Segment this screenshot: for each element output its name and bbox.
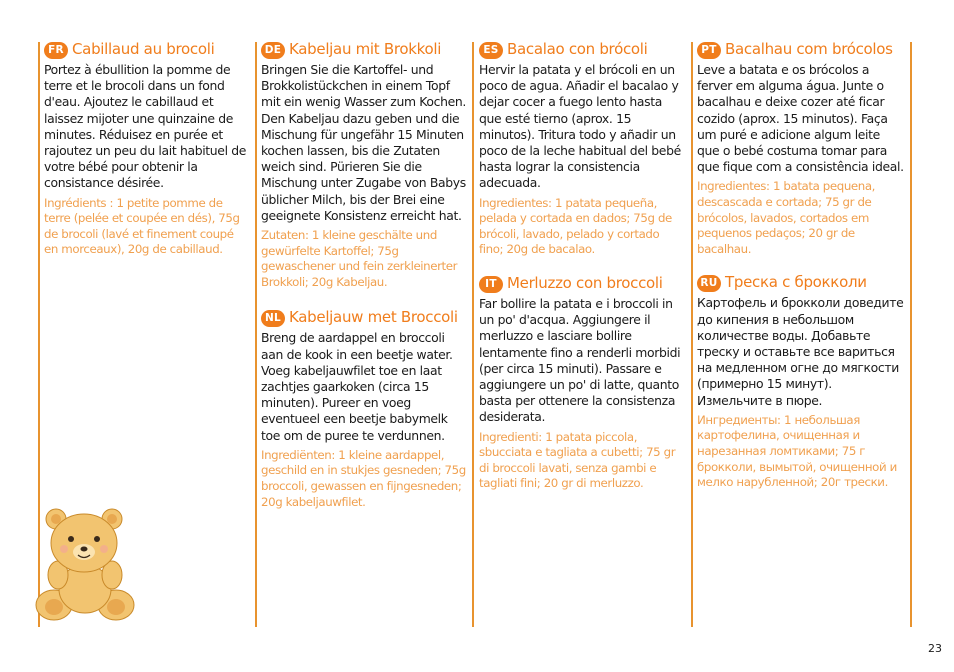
column-german-dutch <box>261 40 468 524</box>
column-divider-3 <box>472 42 474 627</box>
recipe-instructions-it: Far bollire la patata e i broccoli in un po' d'acqua. Aggiungere il merluzzo e lasciare bollire lentamente fino a renderli morbidi (per circa 15 minuti). Passare e aggiungere un po' di latte, quanto basta per ottenere la consistenza desiderata. <box>479 296 681 425</box>
recipe-title-es: Bacalao con brócoli <box>507 40 648 58</box>
recipe-title-ru: Треска с брокколи <box>725 273 867 292</box>
column-divider-5 <box>910 42 912 627</box>
recipe-es <box>479 40 686 258</box>
recipe-header <box>44 40 250 59</box>
recipe-title-fr: Cabillaud au brocoli <box>72 40 215 58</box>
column-portuguese-russian <box>697 40 904 505</box>
language-badge-ru: RU <box>697 275 721 292</box>
recipe-instructions-pt: Leve a batata e os brócolos a ferver em alguma água. Junte o bacalhau e deixe cozer até ficar cozido (aprox. 15 minutos). Faça um puré e adicione algum leite que o bebé costuma tomar para que fique com a consistência ideal. <box>697 62 904 175</box>
language-badge-es: ES <box>479 42 503 59</box>
column-spanish-italian <box>479 40 686 506</box>
recipe-header <box>697 40 904 59</box>
recipe-ingredients-de: Zutaten: 1 kleine geschälte und gewürfelte Kartoffel; 75g gewaschener und fein zerkleinerter Brokkoli; 20g Kabeljau. <box>261 228 458 289</box>
recipe-instructions-de: Bringen Sie die Kartoffel- und Brokkolistückchen in einem Topf mit ein wenig Wasser zum Kochen. Den Kabeljau dazu geben und die Mischung für ungefähr 15 Minuten kochen lassen, bis die Zutaten weich sind. Pürieren Sie die Mischung unter Zugabe von Babys üblicher Milch, bis der Brei eine geeignete Konsistenz erreicht hat. <box>261 62 466 223</box>
recipe-header <box>479 274 686 293</box>
recipe-ingredients-nl: Ingrediënten: 1 kleine aardappel, geschild en in stukjes gesneden; 75g broccoli, gewassen en fijngesneden; 20g kabeljauwfilet. <box>261 447 466 509</box>
teddy-bear-icon <box>30 505 142 625</box>
language-badge-it: IT <box>479 276 503 293</box>
recipe-instructions-nl: Breng de aardappel en broccoli aan de kook in een beetje water. Voeg kabeljauwfilet toe en laat zachtjes gaarkoken (circa 15 minuten). Pureer en voeg eventueel een beetje babymelk toe om de puree te verdunnen. <box>261 330 453 443</box>
recipe-it <box>479 274 686 492</box>
recipe-instructions-ru: Картофель и брокколи доведите до кипения в небольшом количестве воды. Добавьте треску и оставьте все вариться на медленном огне до мягкости (примерно 15 минут). Измельчите в пюре. <box>697 295 904 408</box>
recipe-ingredients-es: Ingredientes: 1 patata pequeña, pelada y cortada en dados; 75g de brócoli, lavado, pelado y cortado fino; 20g de bacalao. <box>479 195 672 257</box>
recipe-header <box>697 273 904 292</box>
recipe-de <box>261 40 468 290</box>
recipe-ingredients-ru: Ингредиенты: 1 небольшая картофелина, очищенная и нарезанная ломтиками; 75 г брокколи, вымытой, очищенной и мелко нарубленной; 20г трески. <box>697 412 897 490</box>
column-french <box>44 40 250 272</box>
column-divider-2 <box>255 42 257 627</box>
recipe-title-nl: Kabeljauw met Broccoli <box>289 308 458 327</box>
recipe-instructions-fr: Portez à ébullition la pomme de terre et le brocoli dans un fond d'eau. Ajoutez le cabillaud et laissez mijoter une quinzaine de minutes. Réduisez en purée et rajoutez un peu du lait habituel de votre bébé pour obtenir la consistance désirée. <box>44 62 247 191</box>
recipe-title-it: Merluzzo con broccoli <box>507 274 663 292</box>
recipe-ingredients-fr: Ingrédients : 1 petite pomme de terre (pelée et coupée en dés), 75g de brocoli (lavé et finement coupé en morceaux), 20g de cabillaud. <box>44 195 240 257</box>
recipe-ingredients-it: Ingredienti: 1 patata piccola, sbucciata e tagliata a cubetti; 75 gr di broccoli lavati, senza gambi e tagliati fini; 20 gr di merluzzo. <box>479 429 676 491</box>
column-divider-4 <box>691 42 693 627</box>
recipe-header <box>261 308 468 327</box>
recipe-ingredients-pt: Ingredientes: 1 batata pequena, descascada e cortada; 75 gr de brócolos, lavados, cortados em pequenos pedaços; 20 gr de bacalhau. <box>697 179 876 256</box>
recipe-instructions-es: Hervir la patata y el brócoli en un poco de agua. Añadir el bacalao y dejar cocer a fuego lento hasta que esté tierno (aprox. 15 minutos). Tritura todo y añadir un poco de la leche habitual del bebé hasta lograr la consistencia adecuada. <box>479 62 681 191</box>
recipe-title-pt: Bacalhau com brócolos <box>725 40 893 58</box>
recipe-nl <box>261 308 468 510</box>
language-badge-nl: NL <box>261 310 285 327</box>
recipe-header <box>261 40 468 59</box>
language-badge-pt: PT <box>697 42 721 59</box>
recipe-ru <box>697 273 904 490</box>
recipe-title-de: Kabeljau mit Brokkoli <box>289 40 442 58</box>
recipe-pt <box>697 40 904 257</box>
page-number: 23 <box>928 642 942 655</box>
recipe-header <box>479 40 686 59</box>
language-badge-fr: FR <box>44 42 68 59</box>
recipe-fr <box>44 40 250 258</box>
language-badge-de: DE <box>261 42 285 59</box>
